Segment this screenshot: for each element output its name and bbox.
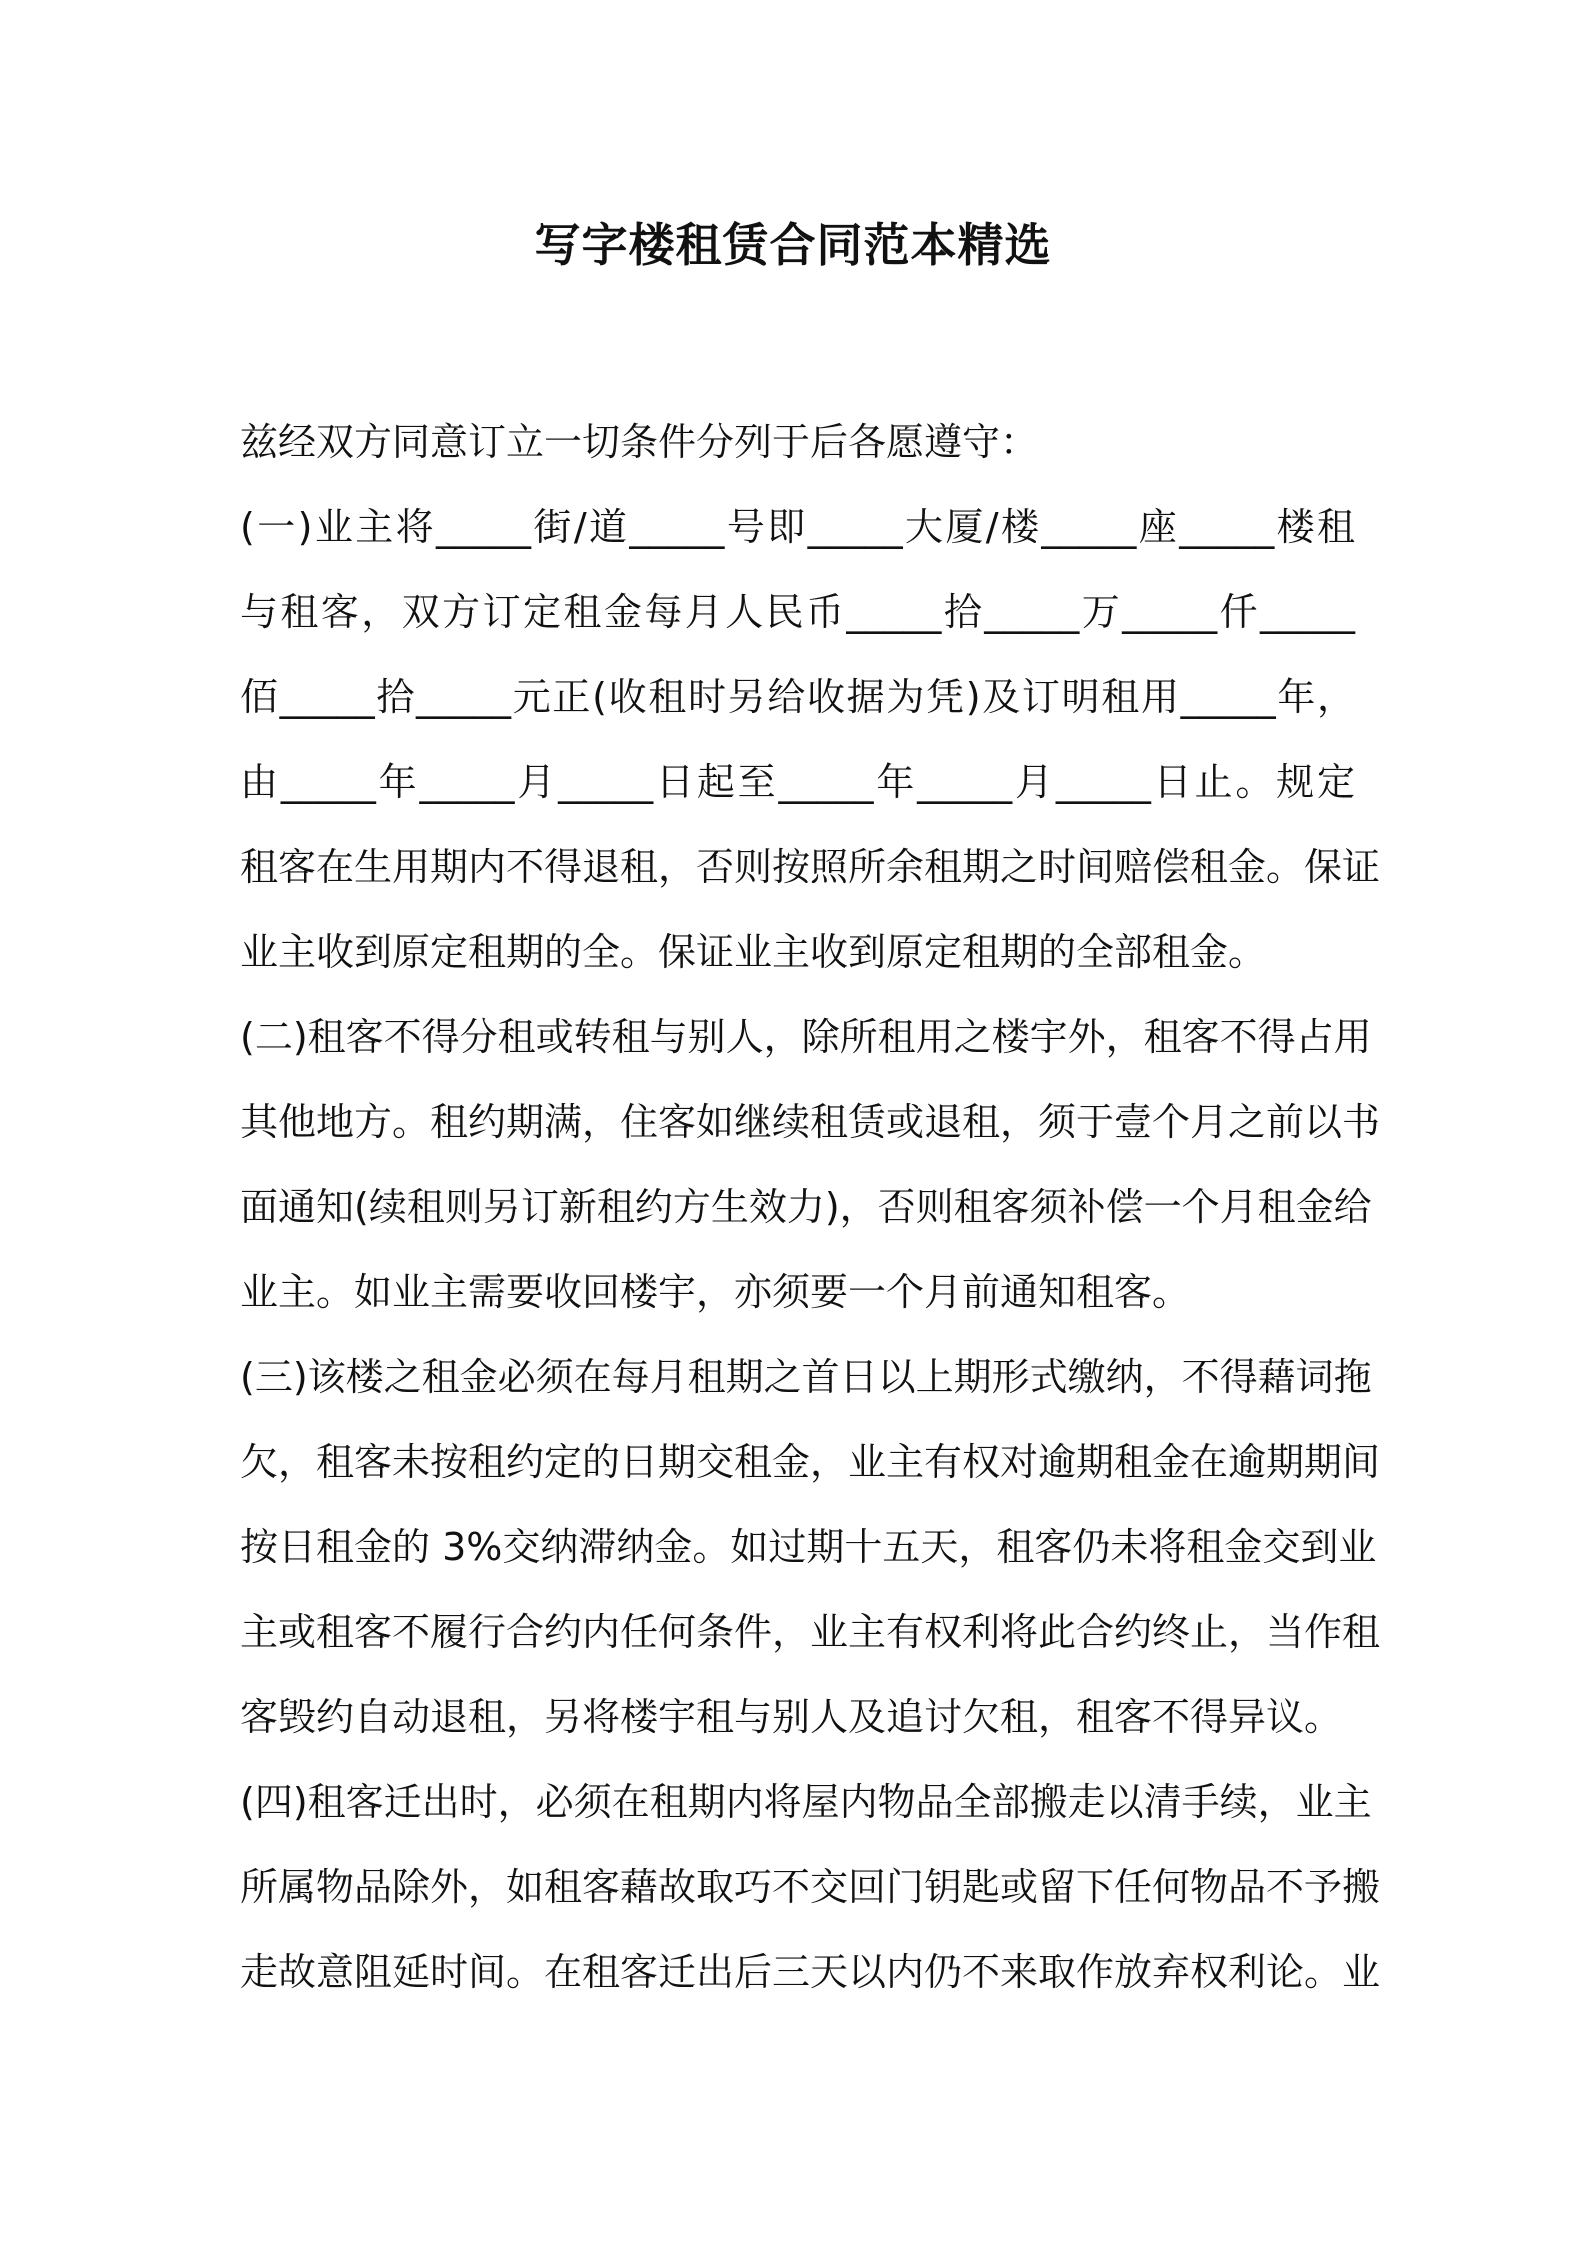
text-line: 由_____年_____月_____日起至_____年_____月_____日止。规定 <box>240 760 1355 804</box>
text-line: 主或租客不履行合约内任何条件，业主有权利将此合约终止，当作租 <box>240 1610 1381 1654</box>
text-line: 佰_____拾_____元正(收租时另给收据为凭)及订明租用_____年， <box>240 675 1355 719</box>
text-line: 兹经双方同意订立一切条件分列于后各愿遵守： <box>240 420 1039 464</box>
text-line: 业主。如业主需要收回楼宇，亦须要一个月前通知租客。 <box>240 1270 1191 1314</box>
contract-body <box>240 400 1381 2015</box>
text-line: 其他地方。租约期满，住客如继续租赁或退租，须于壹个月之前以书 <box>240 1100 1381 1144</box>
text-line: 租客在生用期内不得退租，否则按照所余租期之时间赔偿租金。保证 <box>240 845 1381 889</box>
text-line: 所属物品除外，如租客藉故取巧不交回门钥匙或留下任何物品不予搬 <box>240 1865 1381 1909</box>
text-line: (一)业主将_____街/道_____号即_____大厦/楼_____座_____楼租 <box>240 505 1355 549</box>
text-line: 欠，租客未按租约定的日期交租金，业主有权对逾期租金在逾期期间 <box>240 1440 1381 1484</box>
text-line: (三)该楼之租金必须在每月租期之首日以上期形式缴纳，不得藉词拖 <box>240 1355 1372 1399</box>
text-line: 业主收到原定租期的全。保证业主收到原定租期的全部租金。 <box>240 930 1267 974</box>
text-line: (四)租客迁出时，必须在租期内将屋内物品全部搬走以清手续，业主 <box>240 1780 1372 1824</box>
text-line: 按日租金的 3%交纳滞纳金。如过期十五天，租客仍未将租金交到业 <box>240 1525 1377 1569</box>
document-title: 写字楼租赁合同范本精选 <box>534 218 1052 272</box>
text-line: (二)租客不得分租或转租与别人，除所租用之楼宇外，租客不得占用 <box>240 1015 1372 1059</box>
text-line: 走故意阻延时间。在租客迁出后三天以内仍不来取作放弃权利论。业 <box>240 1950 1381 1994</box>
text-line: 与租客，双方订定租金每月人民币_____拾_____万_____仟_____ <box>240 590 1355 634</box>
text-line: 客毁约自动退租，另将楼宇租与别人及追讨欠租，租客不得异议。 <box>240 1695 1343 1739</box>
text-line: 面通知(续租则另订新租约方生效力)，否则租客须补偿一个月租金给 <box>240 1185 1372 1229</box>
